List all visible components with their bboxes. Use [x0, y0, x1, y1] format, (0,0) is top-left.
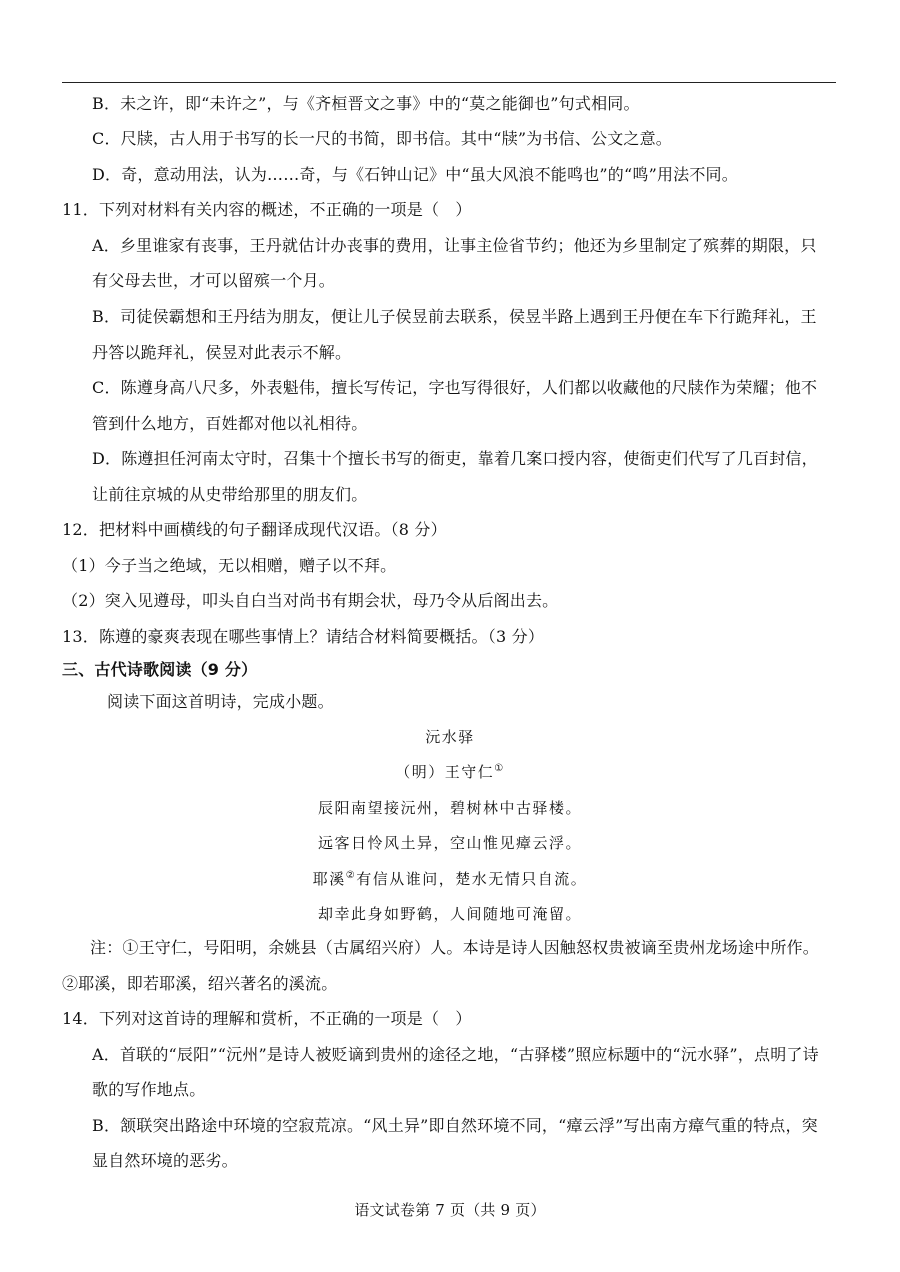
page-footer: 语文试卷第 7 页（共 9 页） [354, 1201, 546, 1219]
q11-option-c: C．陈遵身高八尺多，外表魁伟，擅长写传记，字也写得很好，人们都以收藏他的尺牍作为荣耀；他不 [92, 378, 818, 397]
footnote-marker-2: ② [345, 870, 357, 881]
poem-line-2: 远客日怜风土异，空山惟见瘴云浮。 [317, 834, 582, 852]
q14-option-a: A．首联的“辰阳”“沅州”是诗人被贬谪到贵州的途径之地，“古驿楼”照应标题中的“沅水驿”，点明了诗 [92, 1045, 819, 1064]
question-13: 13．陈遵的豪爽表现在哪些事情上？请结合材料简要概括。（3 分） [62, 627, 545, 646]
poem-line-4: 却幸此身如野鹤，人间随地可淹留。 [317, 905, 582, 923]
q11-option-c-cont: 管到什么地方，百姓都对他以礼相待。 [92, 414, 368, 433]
q14-option-b: B．颔联突出路途中环境的空寂荒凉。“风土异”即自然环境不同，“瘴云浮”写出南方瘴气重的特点，突 [92, 1116, 818, 1135]
q11-option-d: D．陈遵担任河南太守时，召集十个擅长书写的衙吏，靠着几案口授内容，使衙吏们代写了几百封信， [92, 449, 818, 468]
poem-author-name: （明）王守仁 [395, 763, 495, 781]
q12-item-1: （1）今子当之绝域，无以相赠，赠子以不拜。 [62, 556, 397, 575]
q11-option-d-cont: 让前往京城的从史带给那里的朋友们。 [92, 485, 368, 504]
q11-option-b: B．司徒侯霸想和王丹结为朋友，便让儿子侯昱前去联系，侯昱半路上遇到王丹便在车下行跪拜礼，王 [92, 307, 817, 326]
section-heading: 三、古代诗歌阅读（9 分） [62, 660, 258, 679]
reading-intro: 阅读下面这首明诗，完成小题。 [107, 692, 334, 711]
question-12: 12．把材料中画横线的句子翻译成现代汉语。（8 分） [62, 520, 447, 539]
footnote-2: ②耶溪，即若耶溪，绍兴著名的溪流。 [62, 974, 338, 993]
q10-option-b: B．未之许，即“未许之”，与《齐桓晋文之事》中的“莫之能御也”句式相同。 [92, 94, 640, 113]
poem-title: 沅水驿 [425, 728, 475, 746]
q11-option-a: A．乡里谁家有丧事，王丹就估计办丧事的费用，让事主俭省节约；他还为乡里制定了殡葬的期限，只 [92, 236, 817, 255]
header-rule [62, 82, 836, 83]
poem-line-3-end: 有信从谁问，楚水无情只自流。 [356, 870, 588, 888]
q14-option-b-cont: 显自然环境的恶劣。 [92, 1151, 238, 1170]
question-11: 11．下列对材料有关内容的概述，不正确的一项是（ ） [62, 200, 472, 219]
q10-option-c: C．尺牍，古人用于书写的长一尺的书简，即书信。其中“牍”为书信、公文之意。 [92, 129, 673, 148]
q10-option-d: D．奇，意动用法，认为……奇，与《石钟山记》中“虽大风浪不能鸣也”的“鸣”用法不同。 [92, 165, 738, 184]
q14-option-a-cont: 歌的写作地点。 [92, 1080, 206, 1099]
poem-author [0, 762, 900, 782]
q11-option-b-cont: 丹答以跪拜礼，侯昱对此表示不解。 [92, 343, 352, 362]
q12-item-2: （2）突入见遵母，叩头自白当对尚书有期会状，母乃令从后阁出去。 [62, 591, 559, 610]
q11-option-a-cont: 有父母去世，才可以留殡一个月。 [92, 271, 336, 290]
footnote-marker-1: ① [494, 763, 505, 774]
footnote-1: 注：①王守仁，号阳明，余姚县（古属绍兴府）人。本诗是诗人因触怒权贵被谪至贵州龙场途中所作。 [90, 938, 820, 957]
poem-line-3-start: 耶溪 [312, 870, 346, 888]
poem-line-1: 辰阳南望接沅州，碧树林中古驿楼。 [317, 799, 582, 817]
question-14: 14．下列对这首诗的理解和赏析，不正确的一项是（ ） [62, 1009, 472, 1028]
poem-line-3 [0, 869, 900, 889]
